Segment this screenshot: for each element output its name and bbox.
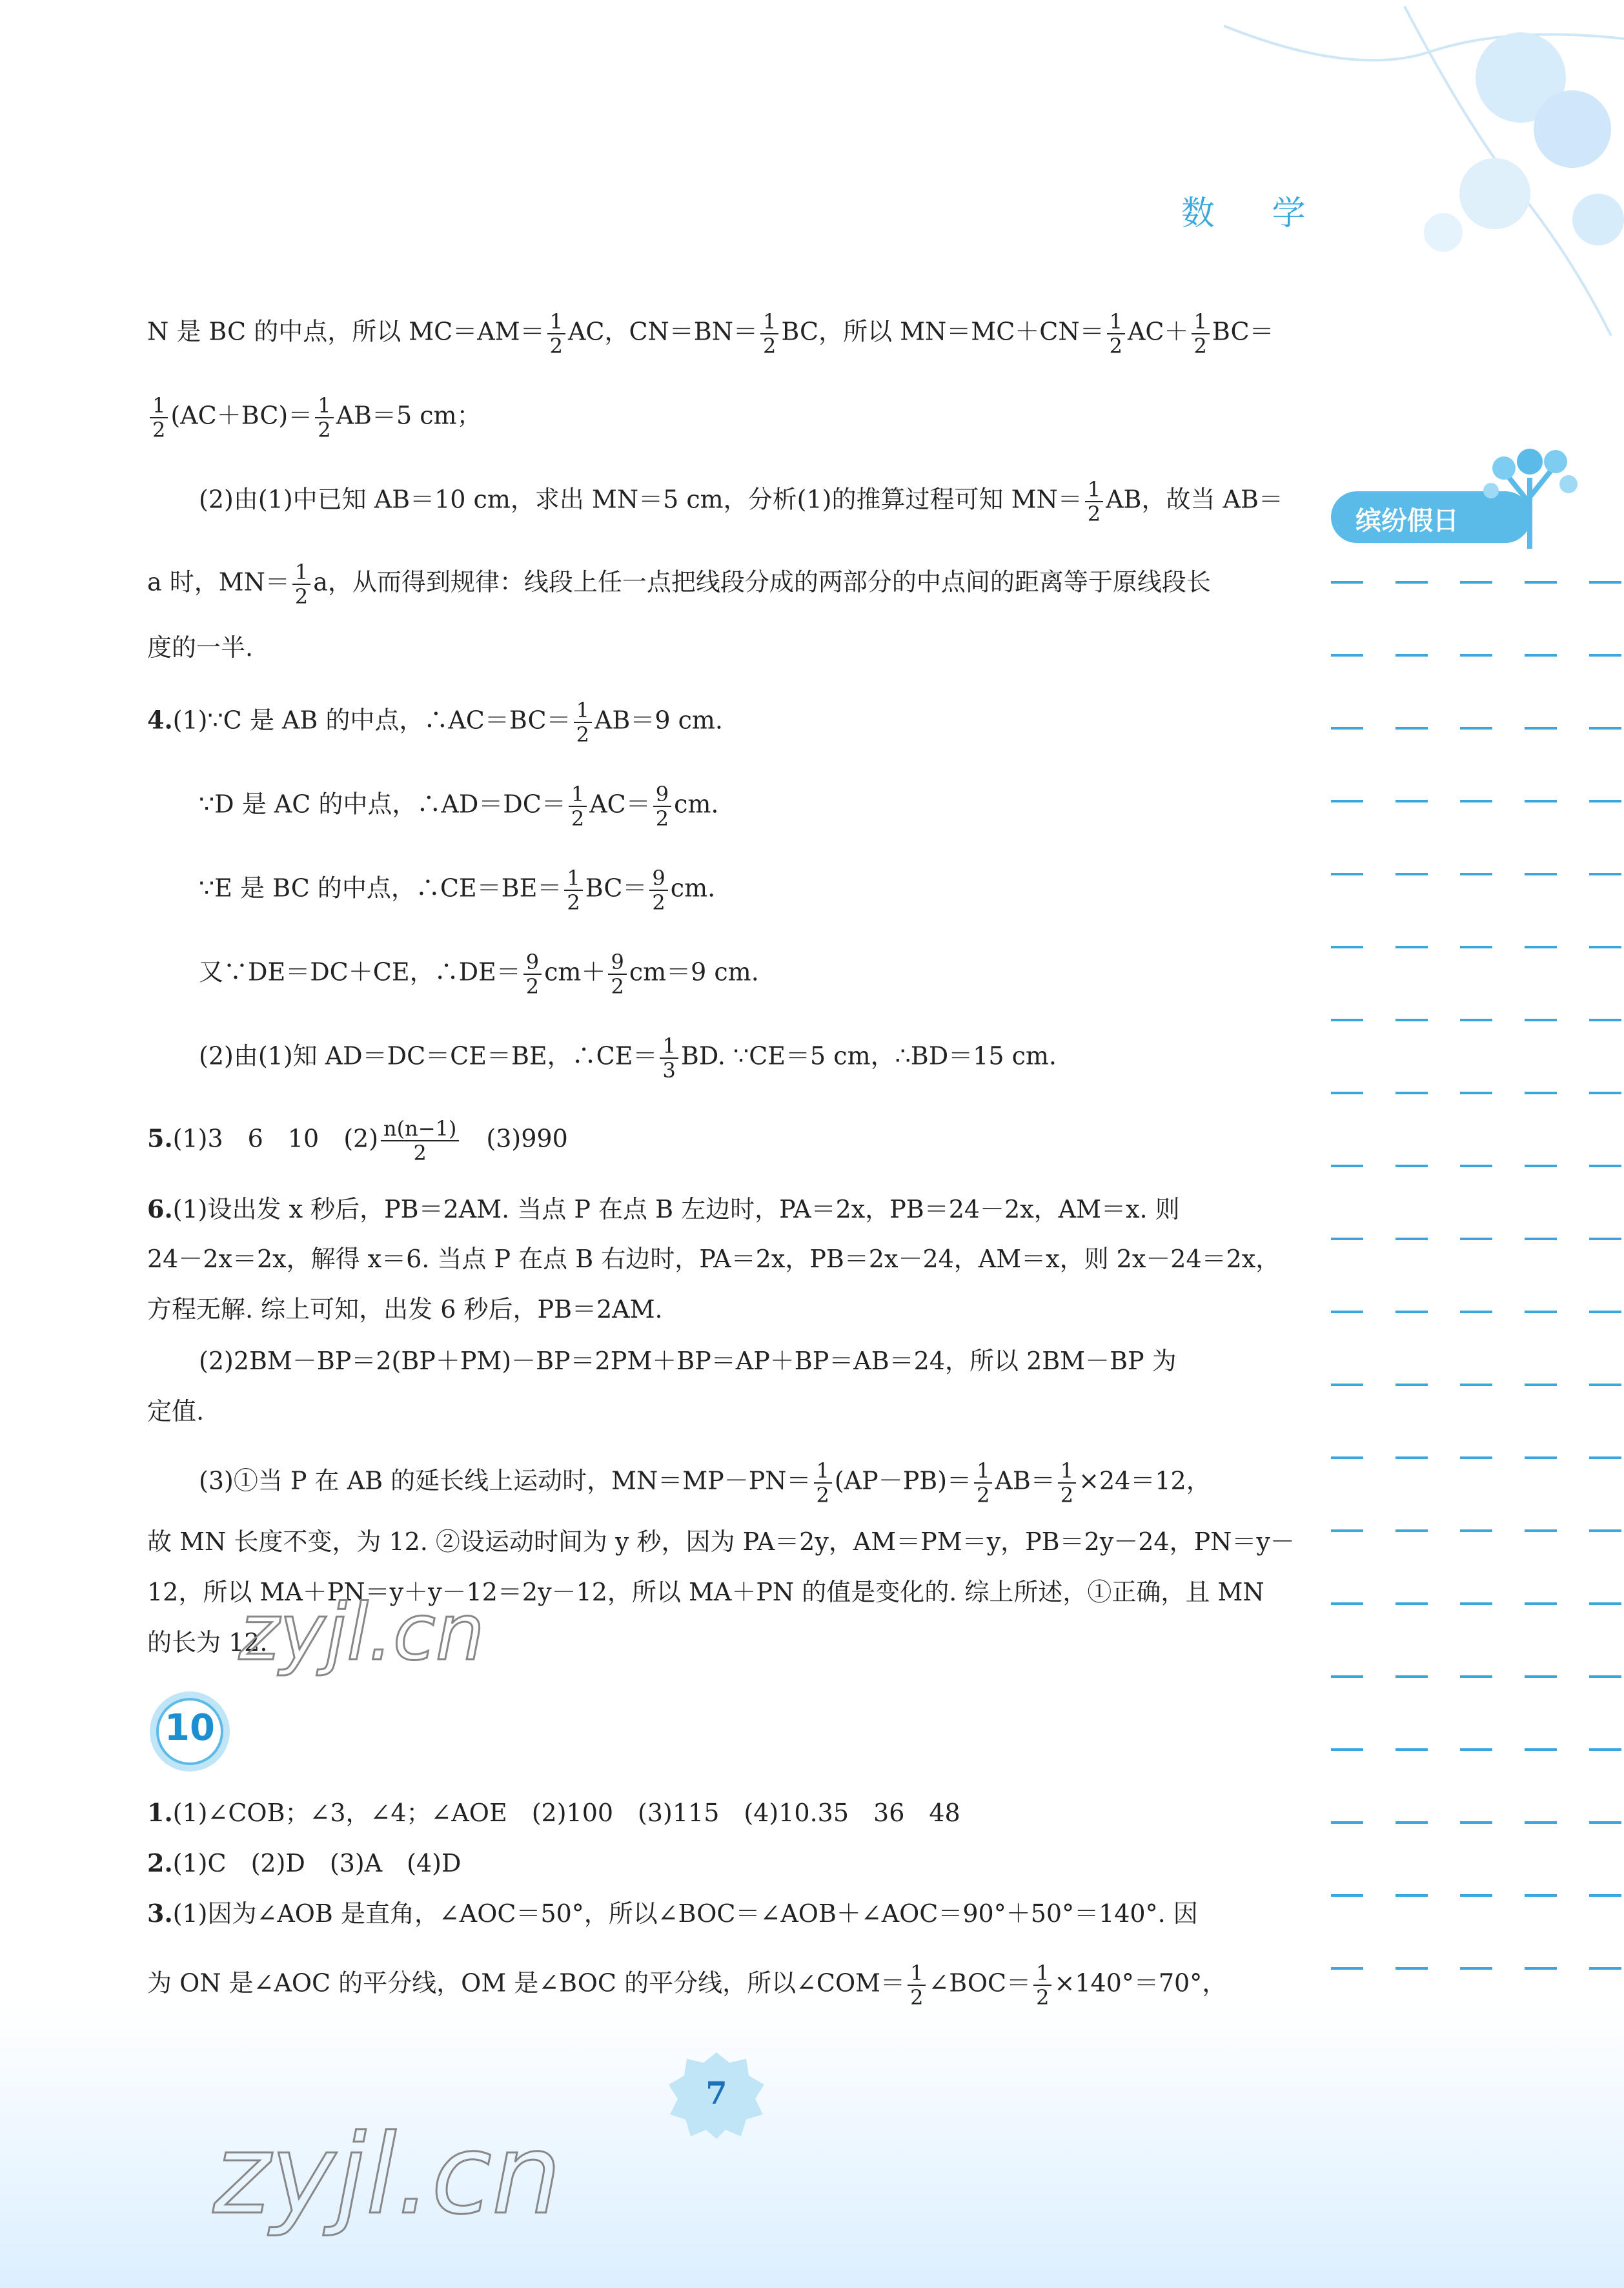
- text-line: 方程无解. 综上可知，出发 6 秒后，PB＝2AM.: [147, 1295, 663, 1323]
- dash-row: [1331, 800, 1589, 802]
- dash-row: [1331, 581, 1589, 584]
- text-line: 2.(1)C (2)D (3)A (4)D: [147, 1848, 462, 1877]
- dash-row: [1331, 1602, 1589, 1605]
- text-line: 5.(1)3 6 10 (2) $\frac{n(n-1)}{2}$ (3)990: [147, 1116, 568, 1165]
- text-line: (3)①当 P 在 AB 的延长线上运动时，MN＝MP－PN＝ $\frac{1}{2}$ (AP－PB)＝ $\frac{1}{2}$ AB＝ $\frac{1}{2}$ ×24＝12，: [199, 1458, 1211, 1507]
- text-line: (2)由(1)知 AD＝DC＝CE＝BE，∴CE＝ $\frac{1}{3}$ BD. ∵CE＝5 cm，∴BD＝15 cm.: [199, 1034, 1057, 1083]
- text-line: 又∵DE＝DC＋CE，∴DE＝ $\frac{9}{2}$ cm＋ $\frac{9}{2}$ cm＝9 cm.: [199, 950, 759, 999]
- watermark: zyjl.cn: [213, 2111, 562, 2239]
- dash-row: [1331, 946, 1589, 948]
- dash-row: [1331, 1311, 1589, 1313]
- dash-row: [1331, 1019, 1589, 1021]
- dash-row: [1331, 873, 1589, 875]
- tree-icon: [1472, 439, 1581, 549]
- text-line: 故 MN 长度不变，为 12. ②设运动时间为 y 秒，因为 PA＝2y，AM＝PM＝y，PB＝2y－24，PN＝y－: [147, 1527, 1295, 1556]
- text-line: a 时，MN＝ $\frac{1}{2}$ a，从而得到规律：线段上任一点把线段分成的两部分的中点间的距离等于原线段长: [147, 560, 1211, 609]
- text-line: 1.(1)∠COB；∠3，∠4；∠AOE (2)100 (3)115 (4)10.35 36 48: [147, 1798, 960, 1827]
- text-line: ∵E 是 BC 的中点，∴CE＝BE＝ $\frac{1}{2}$ BC＝ $\frac{9}{2}$ cm.: [199, 866, 716, 915]
- dash-row: [1331, 1456, 1589, 1459]
- dash-row: [1331, 1165, 1589, 1167]
- text-line: 24－2x＝2x，解得 x＝6. 当点 P 在点 B 右边时，PA＝2x，PB＝2x－24，AM＝x，则 2x－24＝2x，: [147, 1245, 1281, 1273]
- dash-row: [1331, 1748, 1589, 1751]
- text-line: 度的一半.: [147, 633, 254, 662]
- holiday-label: 缤纷假日: [1355, 506, 1459, 536]
- dash-row: [1331, 654, 1589, 657]
- subject-title: 数 学: [1181, 194, 1329, 233]
- dash-row: [1331, 1821, 1589, 1824]
- text-line: 4.(1)∵C 是 AB 的中点，∴AC＝BC＝ $\frac{1}{2}$ AB＝9 cm.: [147, 698, 723, 747]
- text-line: 6.(1)设出发 x 秒后，PB＝2AM. 当点 P 在点 B 左边时，PA＝2x，PB＝24－2x，AM＝x. 则: [147, 1194, 1180, 1223]
- text-line: $\frac{1}{2}$ (AC＋BC)＝ $\frac{1}{2}$ AB＝5 cm；: [147, 394, 482, 442]
- text-line: (2)由(1)中已知 AB＝10 cm，求出 MN＝5 cm，分析(1)的推算过程可知 MN＝ $\frac{1}{2}$ AB，故当 AB＝: [199, 477, 1283, 526]
- dash-row: [1331, 1384, 1589, 1386]
- text-line: 3.(1)因为∠AOB 是直角，∠AOC＝50°，所以∠BOC＝∠AOB＋∠AOC＝90°＋50°＝140°. 因: [147, 1899, 1198, 1928]
- text-line: N 是 BC 的中点，所以 MC＝AM＝ $\frac{1}{2}$ AC，CN＝BN＝ $\frac{1}{2}$ BC，所以 MN＝MC＋CN＝ $\frac{1}{2}$ AC＋ $\frac{1}{2}$ BC＝: [147, 309, 1274, 358]
- text-line: 12，所以 MA＋PN＝y＋y－12＝2y－12，所以 MA＋PN 的值是变化的. 综上所述，①正确，且 MN: [147, 1578, 1264, 1606]
- watermark: zyjl.cn: [239, 1588, 485, 1678]
- dash-row: [1331, 1092, 1589, 1094]
- dash-row: [1331, 1967, 1589, 1970]
- text-line: (2)2BM－BP＝2(BP＋PM)－BP＝2PM＋BP＝AP＋BP＝AB＝24，所以 2BM－BP 为: [199, 1347, 1177, 1375]
- flower-decoration-icon: [1159, 0, 1624, 362]
- text-line: 为 ON 是∠AOC 的平分线，OM 是∠BOC 的平分线，所以∠COM＝ $\frac{1}{2}$ ∠BOC＝ $\frac{1}{2}$ ×140°＝70°，: [147, 1961, 1227, 2010]
- text-line: 定值.: [147, 1397, 205, 1425]
- text-line: 的长为 12.: [147, 1628, 268, 1657]
- dash-row: [1331, 1675, 1589, 1678]
- dash-row: [1331, 1529, 1589, 1532]
- page-number: 7: [705, 2076, 727, 2112]
- dash-row: [1331, 727, 1589, 730]
- section-number: 10: [165, 1707, 215, 1749]
- text-line: ∵D 是 AC 的中点，∴AD＝DC＝ $\frac{1}{2}$ AC＝ $\frac{9}{2}$ cm.: [199, 782, 719, 831]
- dash-row: [1331, 1894, 1589, 1897]
- dash-row: [1331, 1238, 1589, 1240]
